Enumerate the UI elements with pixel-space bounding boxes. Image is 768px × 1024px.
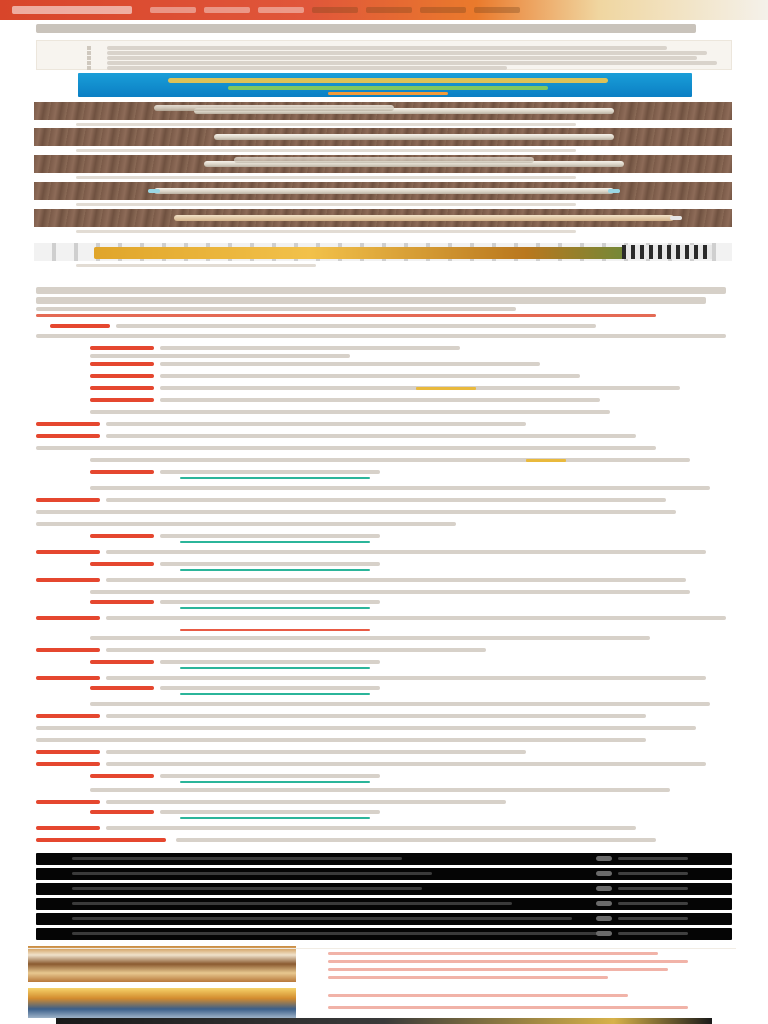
toc-bar[interactable]	[36, 913, 732, 925]
toc-bar[interactable]	[36, 898, 732, 910]
article-photo	[34, 243, 732, 261]
toc-bar[interactable]	[36, 883, 732, 895]
intro-line	[107, 46, 667, 50]
chevron-icon	[596, 916, 612, 921]
intro-line	[107, 66, 507, 70]
related-post[interactable]	[28, 946, 736, 982]
chevron-icon	[596, 886, 612, 891]
chevron-icon	[596, 931, 612, 936]
toc-bar[interactable]	[36, 928, 732, 940]
nav-item[interactable]	[312, 7, 358, 13]
nav-item[interactable]	[474, 7, 520, 13]
site-logo[interactable]	[12, 6, 132, 14]
related-post-thumbnail[interactable]	[28, 988, 296, 1018]
chevron-icon	[596, 871, 612, 876]
article-photo	[34, 182, 732, 200]
page-title	[36, 24, 696, 37]
intro-box	[36, 40, 732, 70]
top-nav	[150, 7, 520, 13]
article-photo	[34, 102, 732, 120]
photo-caption	[76, 149, 576, 152]
nav-item[interactable]	[258, 7, 304, 13]
intro-line	[107, 51, 707, 55]
footer-strip	[56, 1018, 712, 1024]
nav-item[interactable]	[150, 7, 196, 13]
toc-bar[interactable]	[36, 853, 732, 865]
chevron-icon	[596, 856, 612, 861]
nav-item[interactable]	[366, 7, 412, 13]
article-photo	[34, 155, 732, 173]
related-post-title[interactable]	[328, 1006, 688, 1009]
toc-bar[interactable]	[36, 868, 732, 880]
photo-caption	[76, 264, 316, 267]
article-photo	[34, 128, 732, 146]
intro-line	[107, 61, 717, 65]
photo-caption	[76, 176, 576, 179]
photo-caption	[76, 123, 576, 126]
article-outline	[36, 318, 736, 848]
related-post-title[interactable]	[328, 952, 658, 955]
photo-caption	[76, 203, 576, 206]
site-header	[0, 0, 768, 20]
promo-banner[interactable]	[78, 73, 692, 97]
related-post-thumbnail[interactable]	[28, 946, 296, 982]
nav-item[interactable]	[204, 7, 250, 13]
related-post-title[interactable]	[328, 994, 628, 997]
nav-item[interactable]	[420, 7, 466, 13]
chevron-icon	[596, 901, 612, 906]
section-heading	[36, 287, 732, 317]
photo-caption	[76, 230, 576, 233]
related-post-title[interactable]	[328, 960, 688, 963]
intro-line	[107, 56, 697, 60]
article-photo	[34, 209, 732, 227]
